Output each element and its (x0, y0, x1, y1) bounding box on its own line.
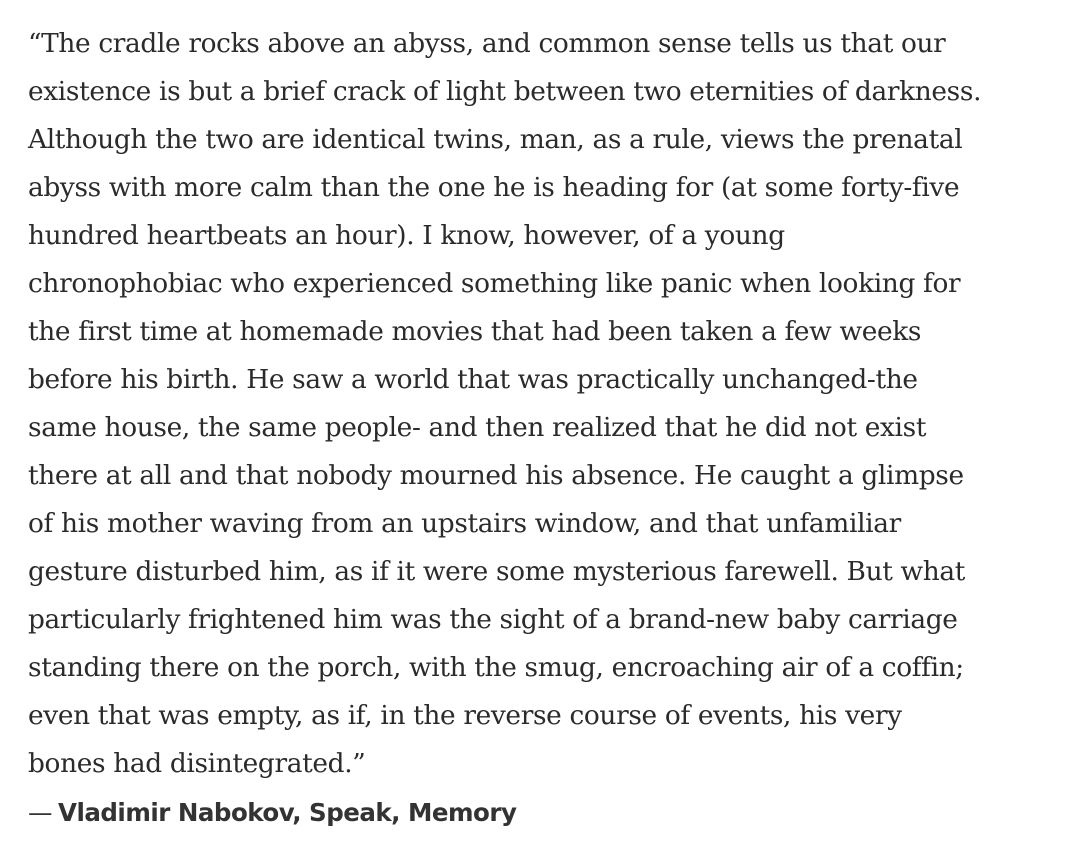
quote-text (28, 20, 1058, 788)
quote-line: same house, the same people- and then realized that he did not exist (28, 412, 927, 443)
quote-line: even that was empty, as if, in the reverse course of events, his very (28, 700, 902, 731)
quote-line: bones had disintegrated.” (28, 748, 366, 779)
quote-line: chronophobiac who experienced something like panic when looking for (28, 268, 961, 299)
quote-line: before his birth. He saw a world that was practically unchanged-the (28, 364, 918, 395)
quote-line: standing there on the porch, with the smug, encroaching air of a coffin; (28, 652, 964, 683)
quote-line: particularly frightened him was the sight of a brand-new baby carriage (28, 604, 958, 635)
quote-line: “The cradle rocks above an abyss, and common sense tells us that our (28, 28, 946, 59)
quote-line: gesture disturbed him, as if it were some mysterious farewell. But what (28, 556, 966, 587)
quote-line: existence is but a brief crack of light between two eternities of darkness. (28, 76, 982, 107)
quote-line: of his mother waving from an upstairs window, and that unfamiliar (28, 508, 901, 539)
quote-line: the first time at homemade movies that had been taken a few weeks (28, 316, 922, 347)
attribution (28, 798, 1058, 828)
quote-card (28, 20, 1058, 828)
quote-line: hundred heartbeats an hour). I know, however, of a young (28, 220, 785, 251)
quote-line: there at all and that nobody mourned his absence. He caught a glimpse (28, 460, 964, 491)
attribution-dash: — (28, 798, 52, 827)
quote-line: Although the two are identical twins, man, as a rule, views the prenatal (28, 124, 963, 155)
attribution-source: Vladimir Nabokov, Speak, Memory (58, 798, 517, 827)
quote-line: abyss with more calm than the one he is heading for (at some forty-five (28, 172, 960, 203)
